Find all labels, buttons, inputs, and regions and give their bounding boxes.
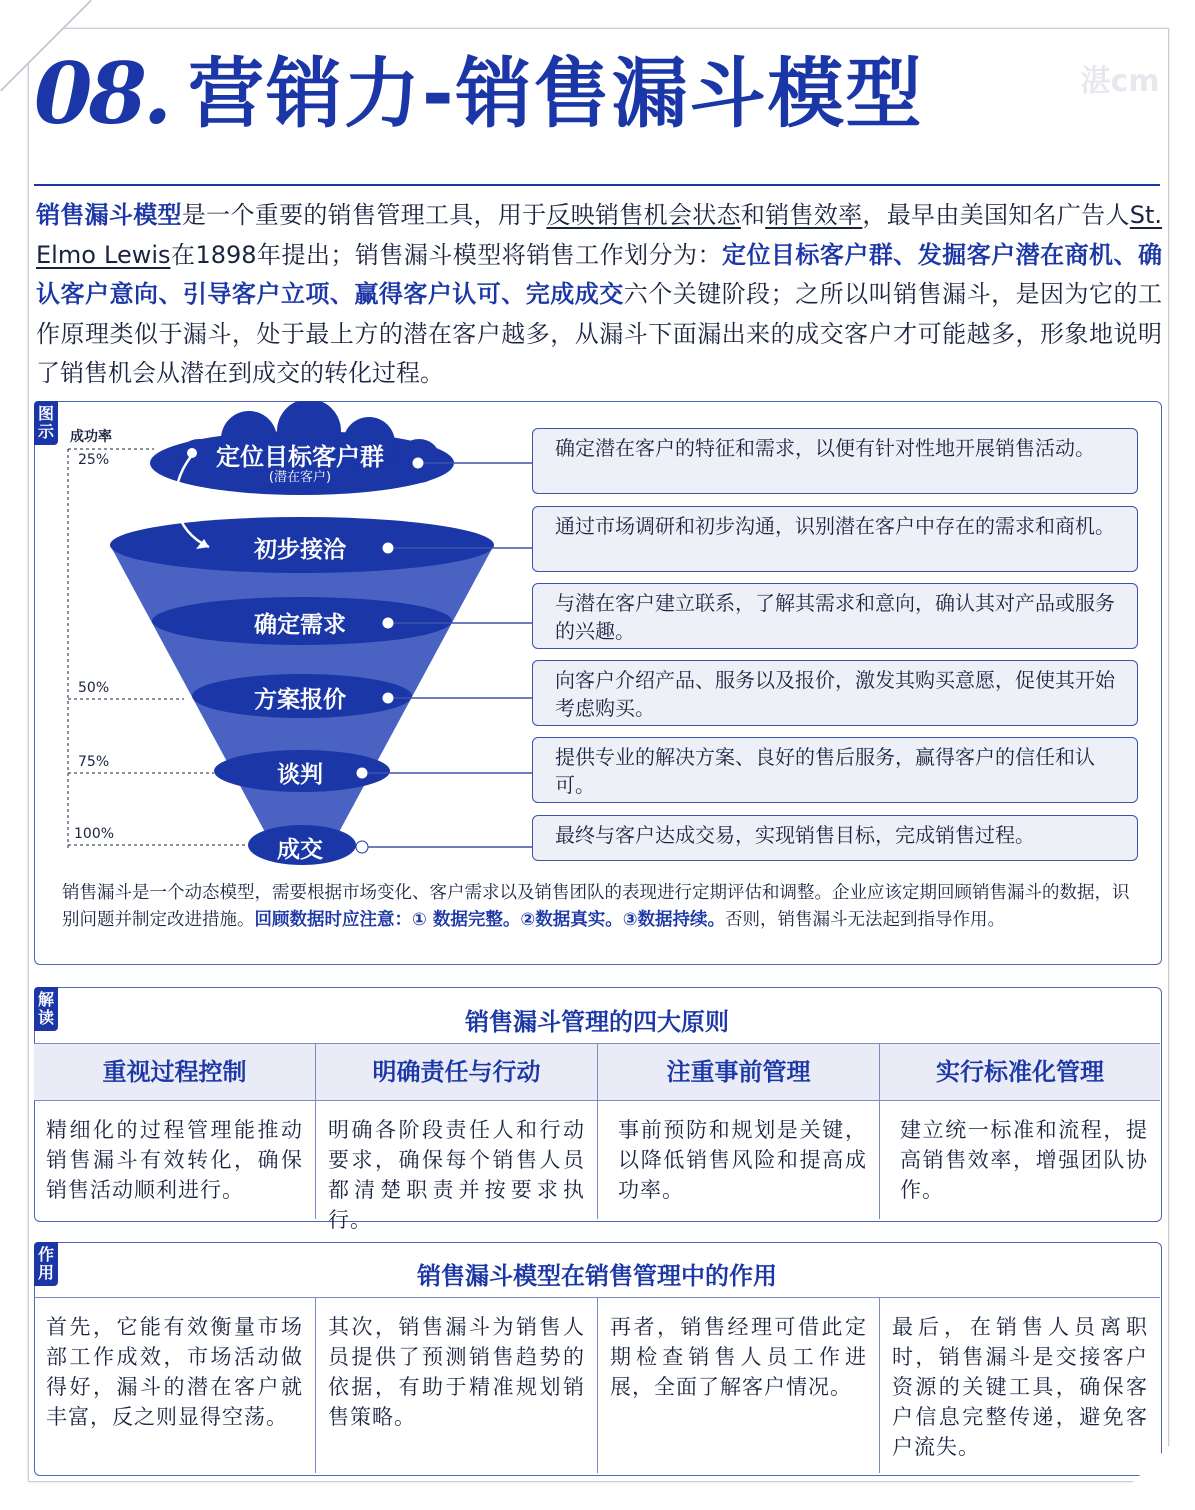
principle-body-3: 事前预防和规划是关键，以降低销售风险和提高成功率。: [598, 1101, 880, 1219]
page-title: 营销力-销售漏斗模型: [188, 49, 924, 138]
section-number: 08.: [34, 44, 169, 143]
success-rate-title: 成功率: [70, 429, 112, 445]
rate-label-50: 50%: [78, 680, 110, 696]
principle-head-2: 明确责任与行动: [316, 1044, 598, 1100]
function-body-2: 其次，销售漏斗为销售人员提供了预测销售趋势的依据，有助于精准规划销售策略。: [316, 1298, 598, 1473]
functions-title: 销售漏斗模型在销售管理中的作用: [417, 1262, 777, 1290]
diagram-footnote: 销售漏斗是一个动态模型，需要根据市场变化、客户需求以及销售团队的表现进行定期评估和调整。企业应该定期回顾销售漏斗的数据，识别问题并制定改进措施。回顾数据时应注意：① 数据完整。②数据真实。③数据持续。否则，销售漏斗无法起到指导作用。: [62, 883, 1130, 930]
cloud-stage-label: 定位目标客户群: [216, 443, 384, 471]
principle-head-1: 重视过程控制: [34, 1044, 316, 1100]
diagram-tag: 图示: [34, 401, 58, 445]
funnel-stage-label-3: 方案报价: [254, 687, 346, 713]
stage-description-4: 向客户介绍产品、服务以及报价，激发其购买意愿，促使其开始考虑购买。: [532, 660, 1138, 726]
principle-body-4: 建立统一标准和流程，提高销售效率，增强团队协作。: [900, 1118, 1148, 1202]
stage-description-3: 与潜在客户建立联系，了解其需求和意向，确认其对产品或服务的兴趣。: [532, 583, 1138, 649]
stage-description-1: 确定潜在客户的特征和需求，以便有针对性地开展销售活动。: [532, 428, 1138, 494]
funnel-stage-label-1: 初步接洽: [254, 537, 346, 563]
rate-label-25: 25%: [78, 452, 110, 468]
rate-label-100: 100%: [74, 826, 115, 842]
function-body-1: 首先，它能有效衡量市场部工作成效，市场活动做得好，漏斗的潜在客户就丰富，反之则显得空荡。: [34, 1298, 316, 1473]
intro-paragraph: 销售漏斗模型是一个重要的销售管理工具，用于反映销售机会状态和销售效率，最早由美国知名广告人St. Elmo Lewis在1898年提出；销售漏斗模型将销售工作划分为：定位目标客户群、发掘客户潜在商机、确认客户意向、引导客户立项、赢得客户认可、完成成交六个关键阶段；之所以叫销售漏斗，是因为它的工作原理类似于漏斗，处于最上方的潜在客户越多，从漏斗下面漏出来的成交客户才可能越多，形象地说明了销售机会从潜在到成交的转化过程。: [36, 201, 1163, 387]
rate-label-75: 75%: [78, 754, 110, 770]
stage-description-2: 通过市场调研和初步沟通，识别潜在客户中存在的需求和商机。: [532, 506, 1138, 572]
principles-tag: 解读: [34, 987, 58, 1031]
page-fold-corner-bottom: [1105, 1420, 1195, 1510]
principle-head-3: 注重事前管理: [598, 1044, 880, 1100]
principle-head-4: 实行标准化管理: [880, 1044, 1160, 1100]
funnel-stage-label-5: 成交: [277, 837, 323, 863]
functions-tag: 作用: [34, 1242, 58, 1286]
function-body-3: 再者，销售经理可借此定期检查销售人员工作进展，全面了解客户情况。: [598, 1298, 880, 1473]
title-divider: [34, 184, 1160, 186]
function-body-4: 最后，在销售人员离职时，销售漏斗是交接客户资源的关键工具，确保客户信息完整传递，避免客户流失。: [892, 1315, 1148, 1459]
principle-body-2: 明确各阶段责任人和行动要求，确保每个销售人员都清楚职责并按要求执行。: [316, 1101, 598, 1219]
stage-description-6: 最终与客户达成交易，实现销售目标，完成销售过程。: [532, 815, 1138, 861]
cloud-stage-sublabel: (潜在客户): [268, 470, 332, 485]
principles-title: 销售漏斗管理的四大原则: [465, 1008, 729, 1036]
funnel-stage-label-2: 确定需求: [254, 612, 346, 638]
funnel-stage-label-4: 谈判: [277, 762, 323, 788]
principle-body-1: 精细化的过程管理能推动销售漏斗有效转化，确保销售活动顺利进行。: [34, 1101, 316, 1219]
watermark-logo: 湛cm: [1080, 64, 1160, 99]
stage-description-5: 提供专业的解决方案、良好的售后服务，赢得客户的信任和认可。: [532, 737, 1138, 803]
